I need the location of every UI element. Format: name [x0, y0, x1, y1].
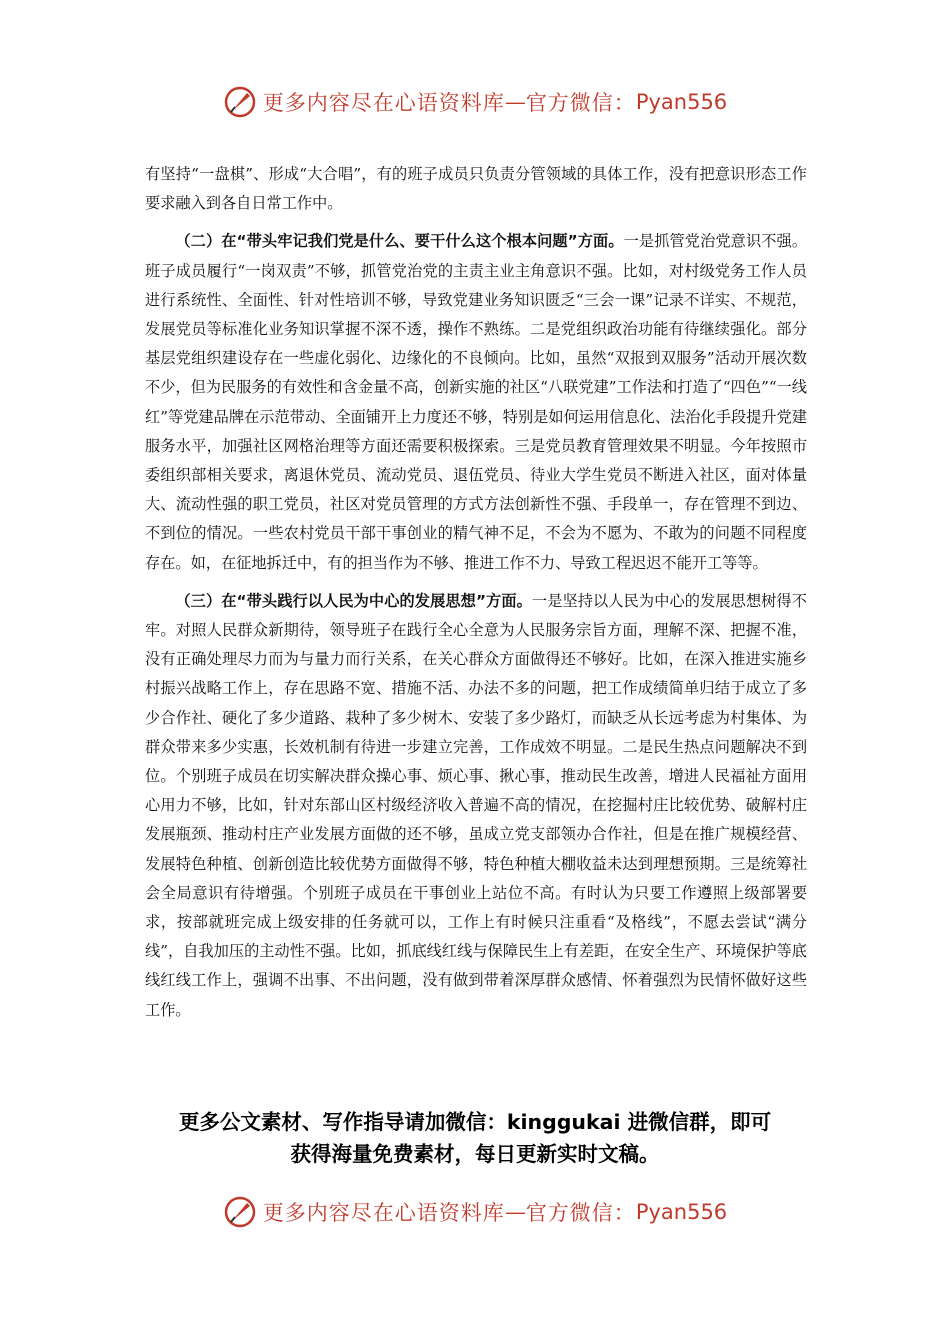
promo-line-1: 更多公文素材、写作指导请加微信：kinggukai 进微信群，即可	[178, 1110, 772, 1134]
paragraph-continued	[145, 160, 807, 218]
footer-banner-contact-id: Pyan556	[635, 1200, 728, 1224]
header-banner	[0, 82, 950, 122]
footer-banner-separator: —	[504, 1200, 526, 1224]
header-banner-text: 更多内容尽在心语资料库	[262, 91, 505, 115]
header-banner-separator: —	[504, 90, 526, 114]
section-3-text: 一是坚持以人民为中心的发展思想树得不牢。对照人民群众新期待，领导班子在践行全心全意为人民服务宗旨方面，理解不深、把握不准，没有正确处理尽力而为与量力而行关系，在关心群众方面做得还不够好。比如，在深入推进实施乡村振兴战略工作上，存在思路不宽、措施不活、办法不多的问题，把工作成绩简单归结于成立了多少合作社、硬化了多少道路、栽种了多少树木、安装了多少路灯，而缺乏从长远考虑为村集体、为群众带来多少实惠，长效机制有待进一步建立完善，工作成效不明显。二是民生热点问题解决不到位。个别班子成员在切实解决群众操心事、烦心事、揪心事，推动民生改善，增进人民福祉方面用心用力不够，比如，针对东部山区村级经济收入普遍不高的情况，在挖掘村庄比较优势、破解村庄发展瓶颈、推动村庄产业发展方面做的还不够，虽成立党支部领办合作社，但是在推广规模经营、发展特色种植、创新创造比较优势方面做得不够，特色种植大棚收益未达到理想预期。三是统筹社会全局意识有待增强。个别班子成员在干事创业上站位不高。有时认为只要工作遵照上级部署要求，按部就班完成上级安排的任务就可以，工作上有时候只注重看“及格线”，不愿去尝试“满分线”，自我加压的主动性不强。比如，抓底线红线与保障民生上有差距，在安全生产、环境保护等底线红线工作上，强调不出事、不出问题，没有做到带着深厚群众感情、怀着强烈为民情怀做好这些工作。	[145, 591, 807, 1019]
footer-banner-contact-label: 官方微信：	[525, 1201, 636, 1225]
footer-banner	[0, 1192, 950, 1232]
paragraph-section-3	[145, 587, 807, 1025]
header-banner-contact-label: 官方微信：	[525, 91, 636, 115]
promo-line-2: 获得海量免费素材，每日更新实时文稿。	[290, 1142, 660, 1166]
document-body	[145, 160, 807, 1025]
promo-notice	[100, 1106, 850, 1170]
paragraph-section-2	[145, 227, 807, 577]
section-3-heading: （三）在“带头践行以人民为中心的发展思想”方面。	[175, 591, 532, 610]
header-banner-contact-id: Pyan556	[635, 90, 728, 114]
quill-logo-icon	[223, 1195, 257, 1229]
footer-banner-text: 更多内容尽在心语资料库	[262, 1201, 505, 1225]
section-2-heading: （二）在“带头牢记我们党是什么、要干什么这个根本问题”方面。	[175, 232, 624, 251]
section-2-text: 一是抓管党治党意识不强。班子成员履行“一岗双责”不够，抓管党治党的主责主业主角意识不强。比如，对村级党务工作人员进行系统性、全面性、针对性培训不够，导致党建业务知识匮乏“三会一课”记录不详实、不规范，发展党员等标准化业务知识掌握不深不透，操作不熟练。二是党组织政治功能有待继续强化。部分基层党组织建设存在一些虚化弱化、边缘化的不良倾向。比如，虽然“双报到双服务”活动开展次数不少，但为民服务的有效性和含金量不高，创新实施的社区“八联党建”工作法和打造了“四色”“一线红”等党建品牌在示范带动、全面铺开上力度还不够，特别是如何运用信息化、法治化手段提升党建服务水平，加强社区网格治理等方面还需要积极探索。三是党员教育管理效果不明显。今年按照市委组织部相关要求，离退休党员、流动党员、退伍党员、待业大学生党员不断进入社区，面对体量大、流动性强的职工党员，社区对党员管理的方式方法创新性不强、手段单一，存在管理不到边、不到位的情况。一些农村党员干部干事创业的精气神不足，不会为不愿为、不敢为的问题不同程度存在。如，在征地拆迁中，有的担当作为不够、推进工作不力、导致工程迟迟不能开工等等。	[145, 232, 808, 572]
quill-logo-icon	[223, 85, 257, 119]
paragraph-text: 有坚持“一盘棋”、形成“大合唱”，有的班子成员只负责分管领域的具体工作，没有把意识形态工作要求融入到各自日常工作中。	[145, 165, 807, 213]
